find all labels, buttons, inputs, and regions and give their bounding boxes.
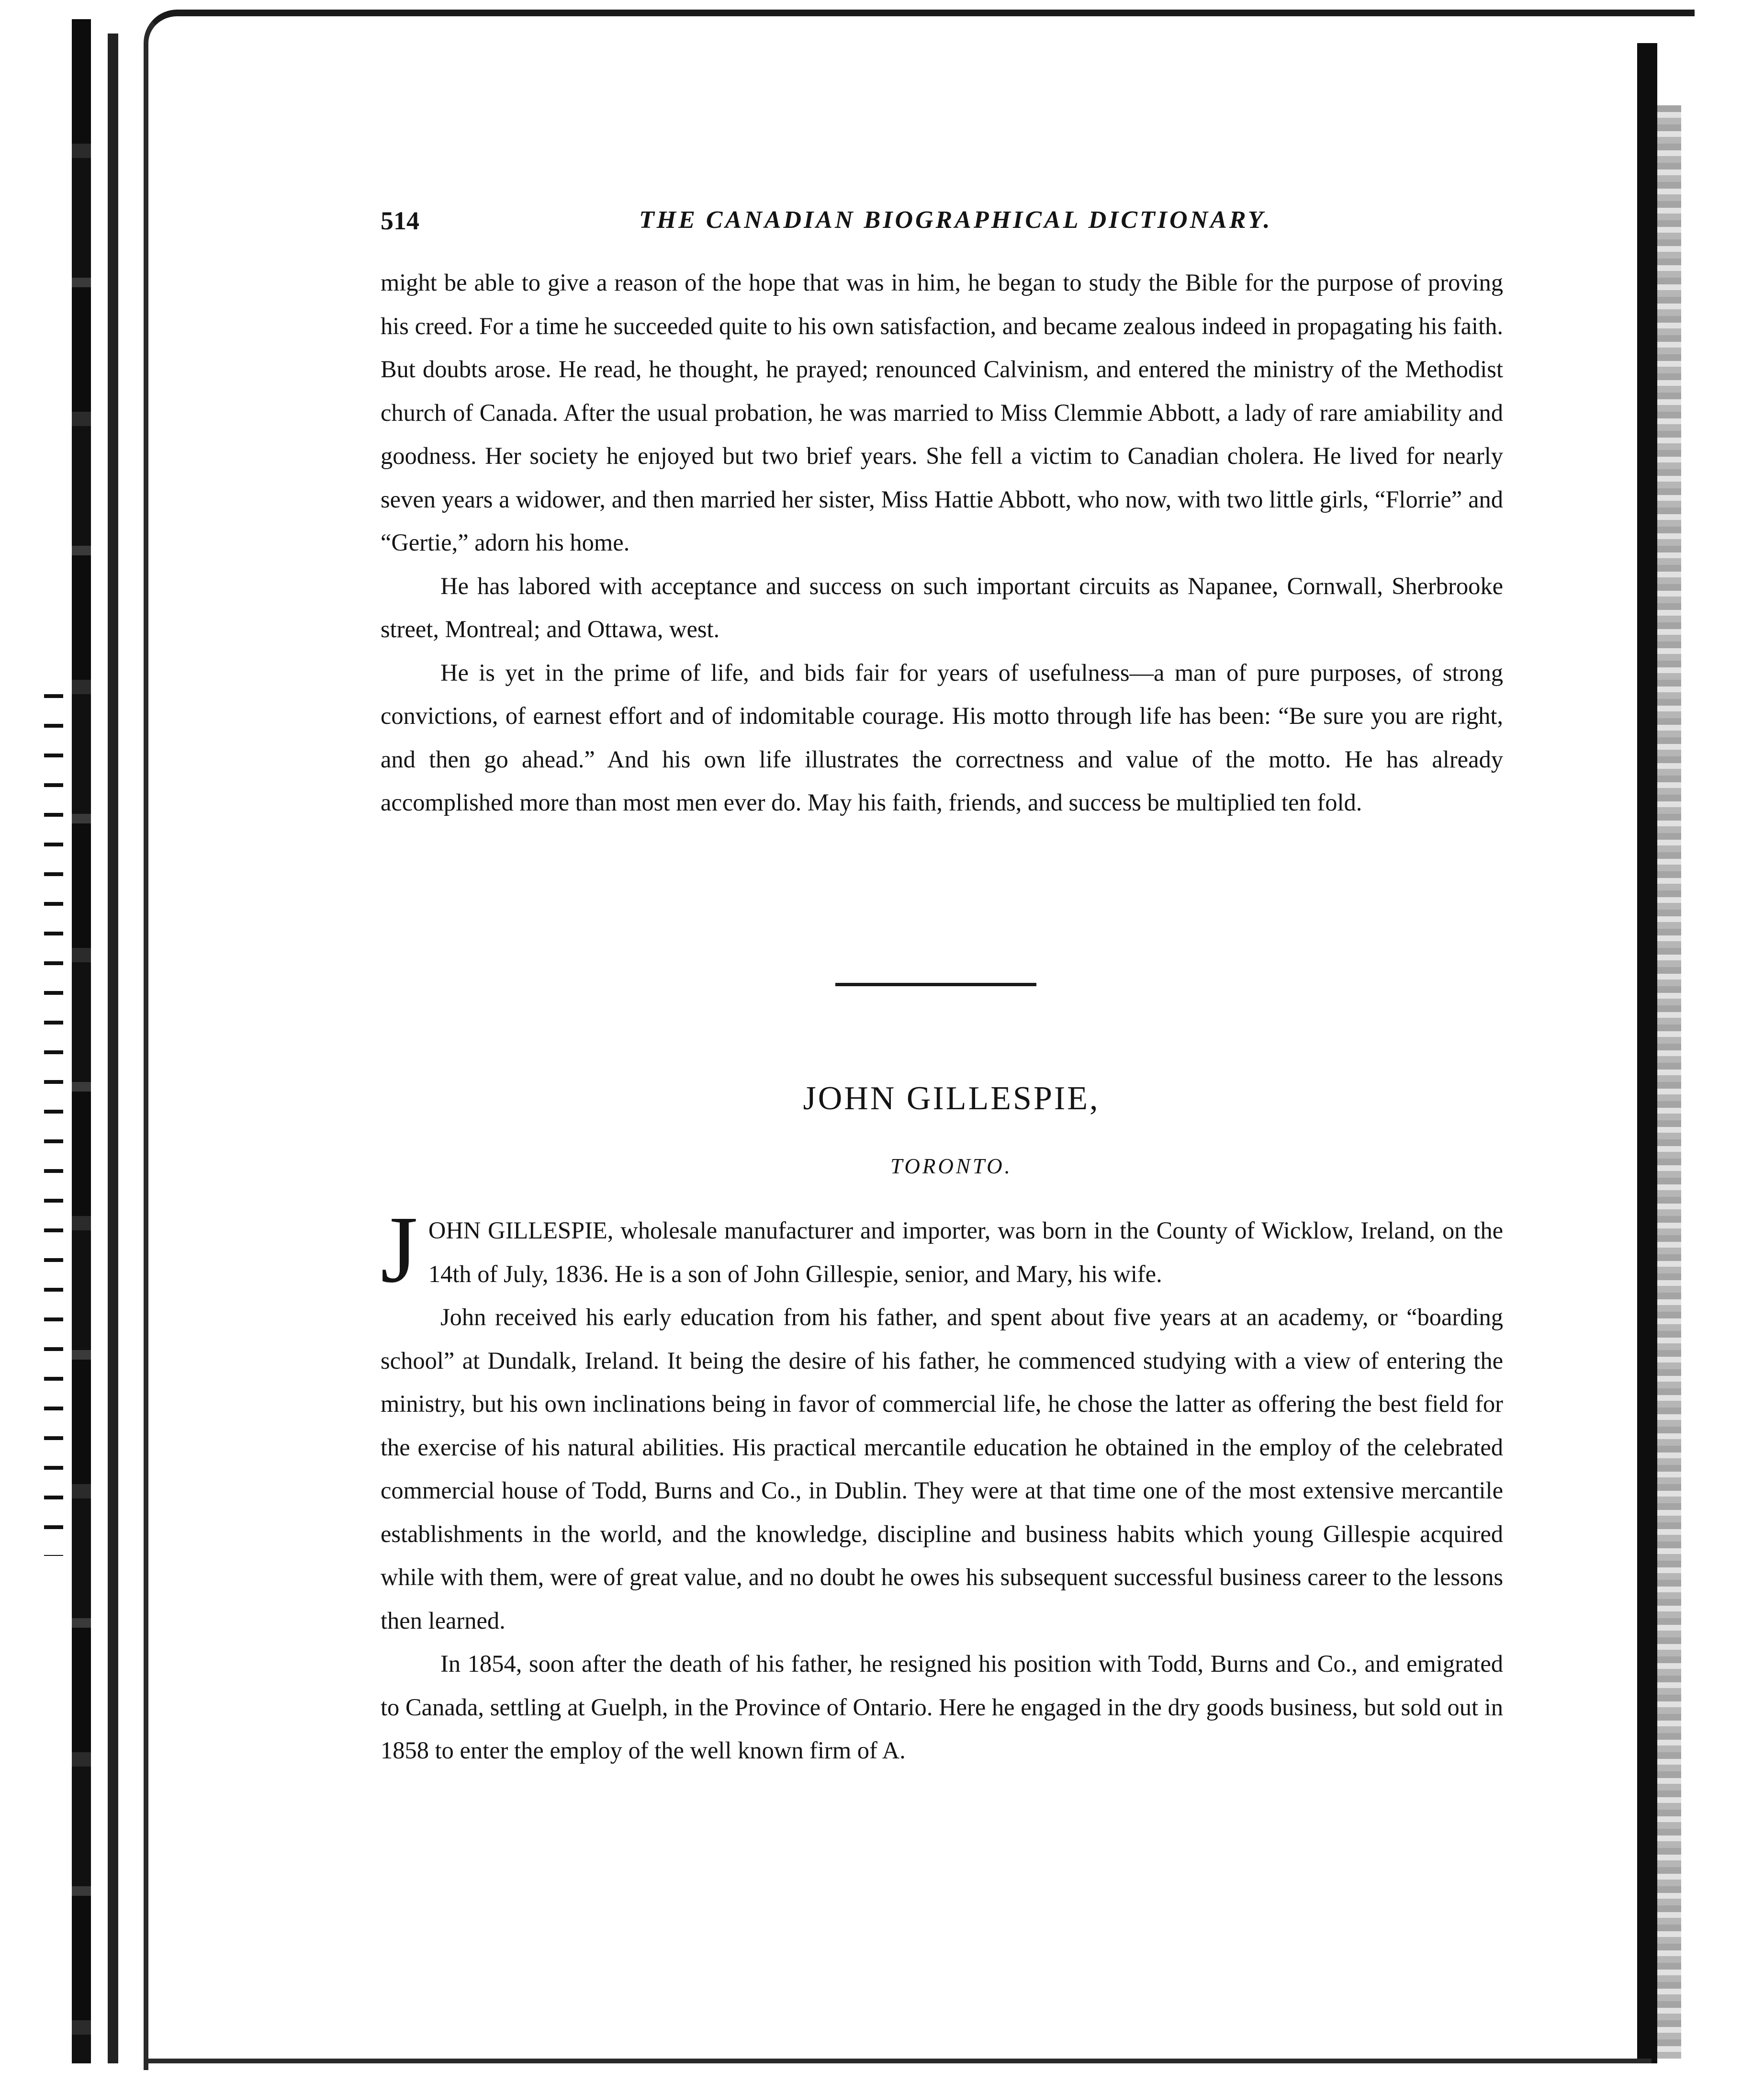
running-title: THE CANADIAN BIOGRAPHICAL DICTIONARY.: [639, 206, 1272, 234]
paragraph: might be able to give a reason of the hope that was in him, he began to study the Bible for the purpose of proving his creed. For a time he succeeded quite to his own satisfaction, and became zealous indeed in propagating his faith. But doubts arose. He read, he thought, he prayed; renounced Calvinism, and entered the ministry of the Methodist church of Canada. After the usual probation, he was married to Miss Clemmie Abbott, a lady of rare amiability and goodness. Her society he enjoyed but two brief years. She fell a victim to Canadian cholera. He lived for nearly seven years a widower, and then married her sister, Miss Hattie Abbott, who now, with two little girls, “Florrie” and “Gertie,” adorn his home.: [381, 269, 1503, 556]
entry-text: [381, 1197, 1503, 1772]
book-binding-right: [1637, 43, 1657, 2063]
paragraph: He is yet in the prime of life, and bids fair for years of usefulness—a man of pure purposes, of strong convictions, of earnest effort and of indomitable courage. His motto through life has been: “Be sure you are right, and then go ahead.” And his own life illustrates the correctness and value of the motto. He has already accomplished more than most men ever do. May his faith, friends, and success be multiplied ten fold.: [381, 659, 1503, 816]
page-number: 514: [381, 206, 419, 235]
paragraph: In 1854, soon after the death of his father, he resigned his position with Todd, Burns and Co., and emigrated to Canada, settling at Guelph, in the Province of Ontario. Here he engaged in the dry goods business, but sold out in 1858 to enter the employ of the well known firm of A.: [381, 1650, 1503, 1764]
entry-name: JOHN GILLESPIE,: [803, 1080, 1100, 1117]
page-header: [381, 206, 1319, 244]
book-binding-inner-edge: [108, 34, 118, 2063]
paragraph: John received his early education from his father, and spent about five years at an academy, or “boarding school” at Dundalk, Ireland. It being the desire of his father, he commenced studying with a view of entering the ministry, but his own inclinations being in favor of commercial life, he chose the latter as offering the best field for the exercise of his natural abilities. His practical mercantile education he obtained in the employ of the celebrated commercial house of Todd, Burns and Co., in Dublin. They were at that time one of the most extensive mercantile establishments in the world, and the knowledge, discipline and business habits which young Gillespie acquired while with them, were of great value, and no doubt he owes his subsequent successful business career to the lessons then learned.: [381, 1304, 1503, 1634]
book-binding-left: [72, 19, 91, 2063]
previous-entry-text: [381, 261, 1503, 824]
page-bottom-edge: [144, 2059, 1652, 2063]
page-edge-shadow: [1657, 105, 1681, 2059]
section-divider: [835, 983, 1036, 986]
drop-cap: J: [381, 1197, 418, 1303]
entry-location: TORONTO.: [890, 1154, 1012, 1178]
first-paragraph-text: OHN GILLESPIE, wholesale manufacturer and importer, was born in the County of Wicklow, Ireland, on the 14th of July, 1836. He is a son of John Gillespie, senior, and Mary, his wife.: [428, 1217, 1503, 1287]
page-edge-marks: [44, 694, 63, 1556]
paragraph: He has labored with acceptance and success on such important circuits as Napanee, Cornwall, Sherbrooke street, Montreal; and Ottawa, west.: [381, 572, 1503, 642]
first-paragraph: [381, 1197, 1503, 1303]
